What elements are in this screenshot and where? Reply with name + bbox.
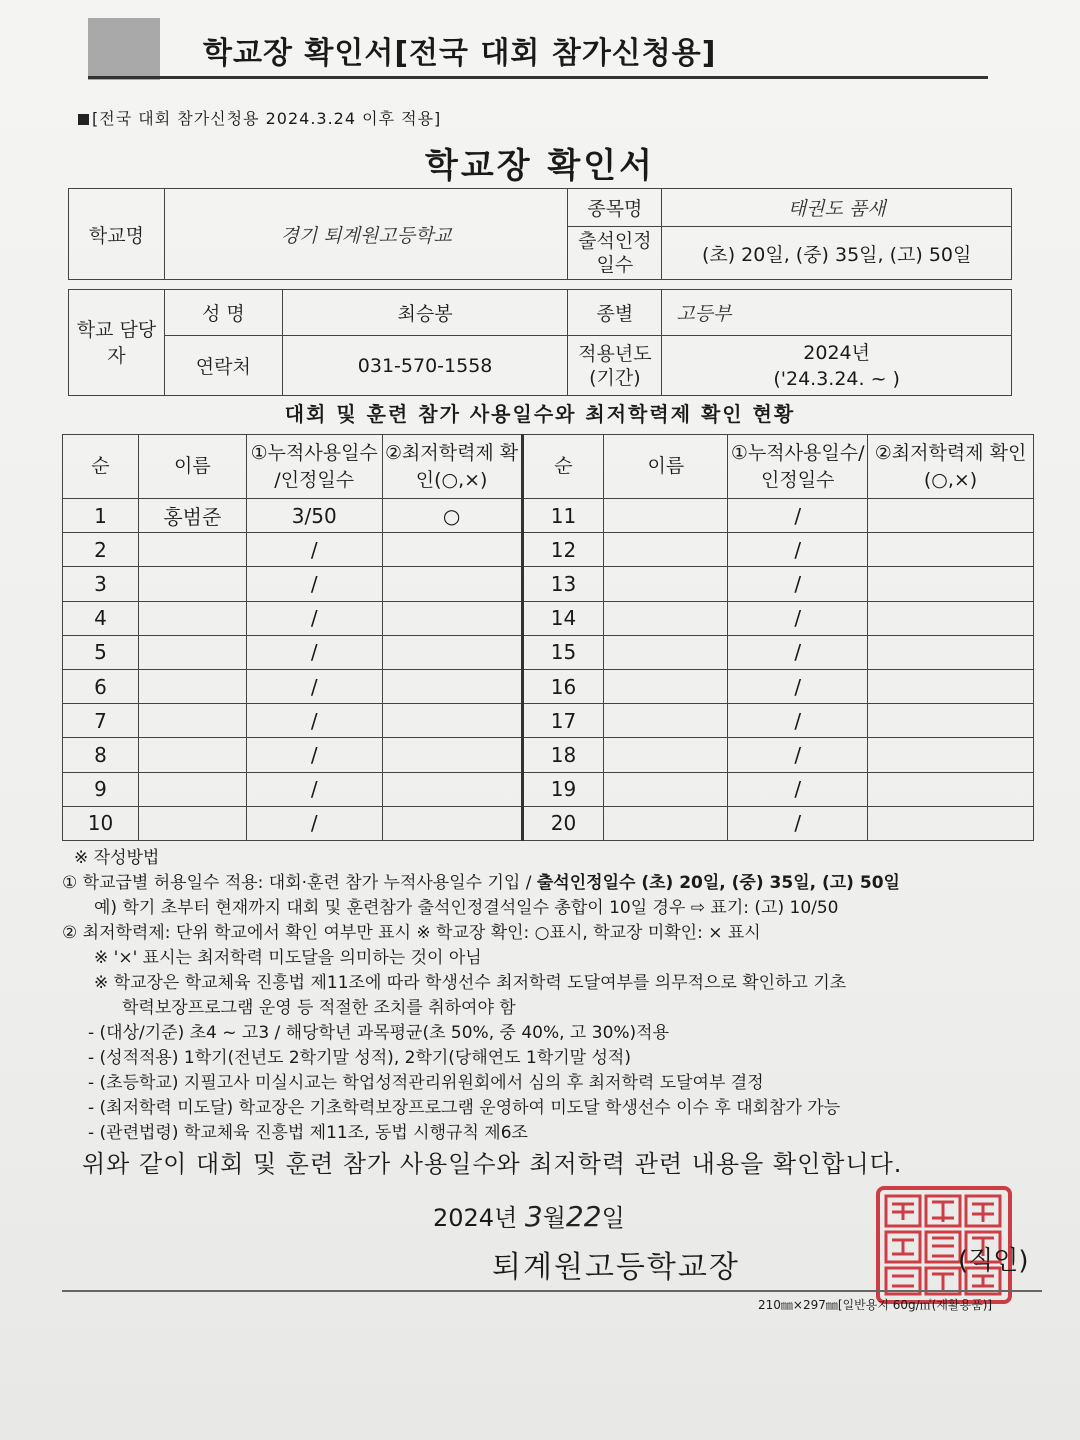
principal-title: 퇴계원고등학교장 — [492, 1250, 740, 1285]
year-value: 2024년 — [803, 341, 871, 364]
event-label: 종목명 — [568, 189, 662, 227]
row-check-right — [868, 567, 1034, 601]
staff-label: 학교 담당자 — [69, 290, 165, 396]
row-check-left — [382, 567, 522, 601]
instr-line3: ② 최저학력제: 단위 학교에서 확인 여부만 표시 ※ 학교장 확인: ○표시, 학교장 미확인: × 표시 — [62, 923, 761, 943]
col-no-left: 순 — [63, 435, 139, 499]
row-check-left: ○ — [382, 499, 522, 533]
instr-bullet: - (최저학력 미도달) 학교장은 기초학력보장프로그램 운영하여 미도달 학생선수 이수 후 대회참가 가능 — [88, 1098, 841, 1118]
name-value: 최승봉 — [282, 290, 568, 336]
row-no-left: 4 — [63, 601, 139, 635]
row-days-right: / — [728, 669, 868, 703]
row-name-left — [138, 601, 246, 635]
row-name-right — [604, 601, 728, 635]
row-days-left: / — [246, 533, 382, 567]
school-label: 학교명 — [69, 189, 165, 280]
instr-bullet: - (대상/기준) 초4 ~ 고3 / 해당학년 과목평균(초 50%, 중 40%, 고 30%)적용 — [88, 1023, 670, 1043]
row-name-right — [604, 806, 728, 840]
row-name-left — [138, 567, 246, 601]
school-name: 경기 퇴계원고등학교 — [164, 189, 568, 280]
table-row — [63, 806, 1034, 840]
date-year: 2024년 — [433, 1204, 518, 1232]
col-check-right: ②최저학력제 확인(○,×) — [868, 435, 1034, 499]
row-check-right — [868, 738, 1034, 772]
row-check-left — [382, 738, 522, 772]
row-name-right — [604, 567, 728, 601]
header-gray-block — [88, 18, 160, 80]
row-name-right — [604, 704, 728, 738]
instr-line6: 학력보장프로그램 운영 등 적절한 조치를 취하여야 함 — [122, 998, 516, 1018]
notice-text: [전국 대회 참가신청용 2024.3.24 이후 적용] — [92, 109, 442, 128]
form-header — [88, 18, 988, 80]
page-title: 학교장 확인서 — [425, 146, 655, 186]
row-days-left: / — [246, 772, 382, 806]
instr-line5: ※ 학교장은 학교체육 진흥법 제11조에 따라 학생선수 최저학력 도달여부를 의무적으로 확인하고 기초 — [94, 973, 847, 993]
row-days-left: / — [246, 669, 382, 703]
row-name-right — [604, 738, 728, 772]
row-days-right: / — [728, 499, 868, 533]
header-title: 학교장 확인서[전국 대회 참가신청용] — [203, 36, 717, 71]
row-no-left: 5 — [63, 635, 139, 669]
attendance-value: (초) 20일, (중) 35일, (고) 50일 — [662, 227, 1012, 280]
date-day-suffix: 일 — [601, 1204, 625, 1232]
col-check-left: ②최저학력제 확인(○,×) — [382, 435, 522, 499]
row-check-left — [382, 635, 522, 669]
row-name-left — [138, 669, 246, 703]
row-days-left: / — [246, 567, 382, 601]
row-check-left — [382, 772, 522, 806]
row-no-right: 12 — [522, 533, 604, 567]
attendance-label: 출석인정 일수 — [568, 227, 662, 280]
row-days-right: / — [728, 567, 868, 601]
row-name-left — [138, 635, 246, 669]
row-name-left — [138, 533, 246, 567]
row-no-left: 2 — [63, 533, 139, 567]
row-no-right: 13 — [522, 567, 604, 601]
instructions — [62, 846, 1042, 1146]
event-value: 태권도 품새 — [662, 189, 1012, 227]
instr-bullet: - (관련법령) 학교체육 진흥법 제11조, 동법 시행규칙 제6조 — [88, 1123, 528, 1143]
confirm-statement: 위와 같이 대회 및 훈련 참가 사용일수와 최저학력 관련 내용을 확인합니다. — [82, 1150, 903, 1178]
row-no-left: 3 — [63, 567, 139, 601]
row-name-left — [138, 772, 246, 806]
col-name-right: 이름 — [604, 435, 728, 499]
row-days-right: / — [728, 772, 868, 806]
table-row — [63, 772, 1034, 806]
row-name-right — [604, 635, 728, 669]
row-no-right: 11 — [522, 499, 604, 533]
col-no-right: 순 — [522, 435, 604, 499]
year-period: ('24.3.24. ~ ) — [773, 367, 900, 390]
row-days-left: 3/50 — [246, 499, 382, 533]
seal-label: (직인) — [958, 1246, 1029, 1276]
instr-line1-b: 출석인정일수 (초) 20일, (중) 35일, (고) 50일 — [536, 873, 900, 893]
header-rule — [88, 76, 988, 79]
table-row — [63, 567, 1034, 601]
row-no-left: 9 — [63, 772, 139, 806]
row-days-right: / — [728, 635, 868, 669]
row-no-left: 6 — [63, 669, 139, 703]
row-days-right: / — [728, 806, 868, 840]
instr-line4: ※ '×' 표시는 최저학력 미도달을 의미하는 것이 아님 — [94, 948, 482, 968]
roster-table — [62, 434, 1034, 841]
row-no-left: 7 — [63, 704, 139, 738]
instr-bullet: - (성적적용) 1학기(전년도 2학기말 성적), 2학기(당해연도 1학기말 성적) — [88, 1048, 631, 1068]
col-name-left: 이름 — [138, 435, 246, 499]
contact-label: 연락처 — [164, 336, 282, 396]
col-days-left: ①누적사용일수 /인정일수 — [246, 435, 382, 499]
date-month: 3 — [524, 1200, 543, 1233]
row-name-right — [604, 772, 728, 806]
row-no-right: 14 — [522, 601, 604, 635]
table-row — [63, 499, 1034, 533]
issue-date — [433, 1198, 625, 1233]
year-cell — [662, 336, 1012, 396]
row-name-left — [138, 704, 246, 738]
row-check-right — [868, 772, 1034, 806]
row-no-left: 1 — [63, 499, 139, 533]
row-no-right: 20 — [522, 806, 604, 840]
instr-line1-a: ① 학교급별 허용일수 적용: 대회·훈련 참가 누적사용일수 기입 / — [62, 873, 537, 893]
col-days-right: ①누적사용일수/ 인정일수 — [728, 435, 868, 499]
row-check-left — [382, 806, 522, 840]
square-bullet-icon — [78, 114, 89, 125]
info-table — [68, 188, 1012, 396]
row-days-left: / — [246, 806, 382, 840]
row-no-right: 15 — [522, 635, 604, 669]
row-no-left: 10 — [63, 806, 139, 840]
row-days-right: / — [728, 601, 868, 635]
row-days-right: / — [728, 738, 868, 772]
row-days-left: / — [246, 635, 382, 669]
row-check-left — [382, 533, 522, 567]
date-month-suffix: 월 — [542, 1204, 566, 1232]
instr-line2: 예) 학기 초부터 현재까지 대회 및 훈련참가 출석인정결석일수 총합이 10일 경우 ⇨ 표기: (고) 10/50 — [94, 898, 839, 918]
contact-value: 031-570-1558 — [282, 336, 568, 396]
table-row — [63, 669, 1034, 703]
row-name-right — [604, 533, 728, 567]
row-name-right — [604, 669, 728, 703]
name-label: 성 명 — [164, 290, 282, 336]
row-check-left — [382, 704, 522, 738]
row-no-right: 19 — [522, 772, 604, 806]
row-days-right: / — [728, 704, 868, 738]
division-label: 종별 — [568, 290, 662, 336]
row-name-left: 홍범준 — [138, 499, 246, 533]
instr-heading: ※ 작성방법 — [74, 848, 160, 868]
table-row — [63, 704, 1034, 738]
row-days-left: / — [246, 738, 382, 772]
row-check-left — [382, 601, 522, 635]
row-check-right — [868, 669, 1034, 703]
row-check-left — [382, 669, 522, 703]
row-days-left: / — [246, 601, 382, 635]
instr-line1 — [62, 871, 1042, 896]
row-name-right — [604, 499, 728, 533]
instr-bullet: - (초등학교) 지필고사 미실시교는 학업성적관리위원회에서 심의 후 최저학력 도달여부 결정 — [88, 1073, 764, 1093]
row-check-right — [868, 533, 1034, 567]
year-label: 적용년도 (기간) — [568, 336, 662, 396]
row-check-right — [868, 806, 1034, 840]
table-row — [63, 635, 1034, 669]
row-check-right — [868, 704, 1034, 738]
table-row — [63, 738, 1034, 772]
paper-spec-footnote: 210㎜×297㎜[일반용지 60g/㎡(재활용품)] — [758, 1298, 993, 1312]
row-name-left — [138, 806, 246, 840]
division-value: 고등부 — [662, 290, 1012, 336]
section-title: 대회 및 훈련 참가 사용일수와 최저학력제 확인 현황 — [284, 402, 796, 426]
table-row — [63, 601, 1034, 635]
row-no-left: 8 — [63, 738, 139, 772]
table-row — [63, 533, 1034, 567]
row-no-right: 16 — [522, 669, 604, 703]
row-check-right — [868, 635, 1034, 669]
row-check-right — [868, 499, 1034, 533]
row-days-right: / — [728, 533, 868, 567]
row-check-right — [868, 601, 1034, 635]
row-name-left — [138, 738, 246, 772]
row-no-right: 17 — [522, 704, 604, 738]
date-day: 22 — [565, 1200, 602, 1233]
row-days-left: / — [246, 704, 382, 738]
bottom-rule — [62, 1290, 1042, 1292]
row-no-right: 18 — [522, 738, 604, 772]
notice-line — [78, 106, 441, 129]
